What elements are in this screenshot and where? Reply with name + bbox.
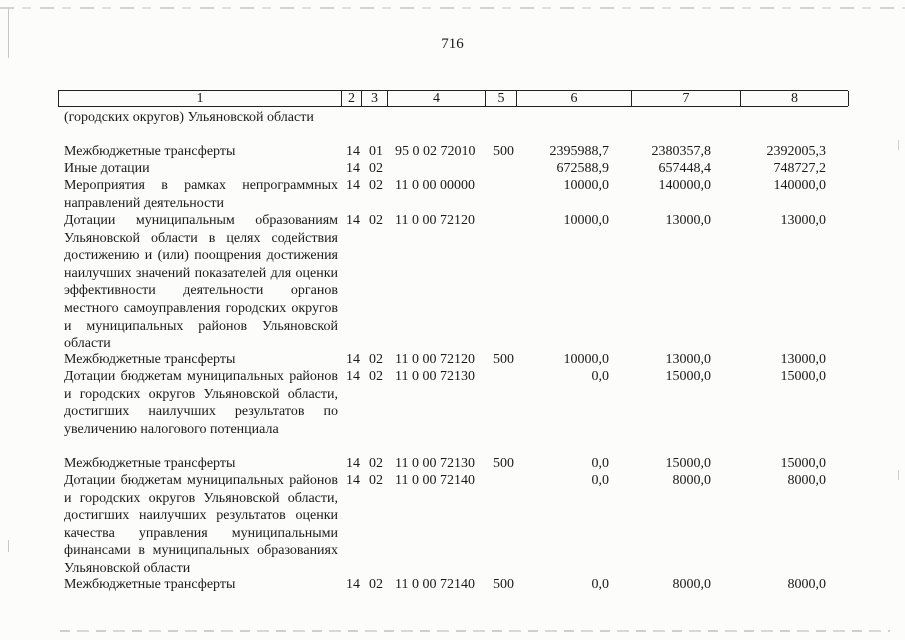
row-name: (городских округов) Ульяновской области [64,110,314,125]
row-value-col7: 8000,0 [672,577,711,592]
row-subsection: 01 [369,144,383,159]
row-value-col8: 748727,2 [773,161,826,176]
row-value-col7: 657448,4 [658,161,711,176]
row-subsection: 02 [369,161,383,176]
header-col-7: 7 [632,91,741,106]
row-value-col6: 0,0 [591,456,609,471]
header-col-1: 1 [59,91,342,106]
row-section: 14 [346,178,360,193]
row-target-code: 11 0 00 72130 [395,456,475,471]
row-value-col6: 0,0 [591,473,609,488]
header-col-3: 3 [362,91,388,106]
row-name: Межбюджетные трансферты [64,577,236,592]
row-value-col6: 672588,9 [556,161,609,176]
row-name: Межбюджетные трансферты [64,352,236,367]
row-value-col8: 8000,0 [787,577,826,592]
row-name: Мероприятия в рамках непрограммных направлений деятельности [64,178,338,211]
row-subsection: 02 [369,577,383,592]
row-expense-type: 500 [493,577,514,592]
row-value-col8: 8000,0 [787,473,826,488]
row-value-col7: 140000,0 [658,178,711,193]
row-value-col6: 2395988,7 [549,144,609,159]
row-section: 14 [346,352,360,367]
row-subsection: 02 [369,456,383,471]
row-section: 14 [346,161,360,176]
row-section: 14 [346,456,360,471]
row-value-col8: 15000,0 [780,369,826,384]
row-value-col6: 0,0 [591,577,609,592]
header-col-2: 2 [342,91,362,106]
row-value-col8: 13000,0 [780,213,826,228]
row-expense-type: 500 [493,352,514,367]
row-value-col7: 2380357,8 [651,144,711,159]
page-number: 716 [441,36,464,52]
row-subsection: 02 [369,473,383,488]
row-value-col6: 0,0 [591,369,609,384]
scan-edge-left [8,540,9,552]
scan-edge-right [898,140,899,150]
row-name: Межбюджетные трансферты [64,144,236,159]
row-target-code: 95 0 02 72010 [395,144,476,159]
row-value-col8: 2392005,3 [766,144,826,159]
row-value-col6: 10000,0 [563,352,609,367]
header-col-6: 6 [517,91,632,106]
row-name: Дотации бюджетам муниципальных районов и городских округов Ульяновской области, достигших наилучших результатов по увеличению налогового потенциала [64,369,338,437]
row-value-col7: 15000,0 [665,369,711,384]
row-target-code: 11 0 00 72140 [395,473,475,488]
row-subsection: 02 [369,369,383,384]
row-value-col7: 15000,0 [665,456,711,471]
row-name: Иные дотации [64,161,150,176]
row-subsection: 02 [369,352,383,367]
row-target-code: 11 0 00 72120 [395,352,475,367]
row-value-col8: 140000,0 [773,178,826,193]
row-value-col7: 13000,0 [665,213,711,228]
row-value-col6: 10000,0 [563,213,609,228]
row-section: 14 [346,213,360,228]
row-section: 14 [346,144,360,159]
row-subsection: 02 [369,213,383,228]
header-col-8: 8 [741,91,849,106]
row-expense-type: 500 [493,144,514,159]
row-value-col6: 10000,0 [563,178,609,193]
row-name: Дотации муниципальным образованиям Ульяновской области в целях содействия достижению и (или) поощрения достижения наилучших значений показателей для оценки эффективности деятельности органов местного самоуправления городских округов и муниципальных районов Ульяновской области [64,213,338,352]
header-col-4: 4 [388,91,486,106]
row-value-col8: 13000,0 [780,352,826,367]
row-target-code: 11 0 00 00000 [395,178,475,193]
scan-edge-right [898,470,899,480]
row-target-code: 11 0 00 72120 [395,213,475,228]
row-value-col7: 8000,0 [672,473,711,488]
row-expense-type: 500 [493,456,514,471]
scan-edge-bottom [60,630,890,632]
row-target-code: 11 0 00 72140 [395,577,475,592]
table-header [58,90,848,107]
header-col-5: 5 [486,91,517,106]
row-target-code: 11 0 00 72130 [395,369,475,384]
row-section: 14 [346,369,360,384]
row-name: Межбюджетные трансферты [64,456,236,471]
row-value-col7: 13000,0 [665,352,711,367]
row-section: 14 [346,577,360,592]
row-name: Дотации бюджетам муниципальных районов и городских округов Ульяновской области, достигших наилучших результатов оценки качества управления муниципальными финансами в муниципальных образованиях Ульяновской области [64,473,338,576]
scan-edge-top [0,7,905,9]
row-value-col8: 15000,0 [780,456,826,471]
row-subsection: 02 [369,178,383,193]
row-section: 14 [346,473,360,488]
